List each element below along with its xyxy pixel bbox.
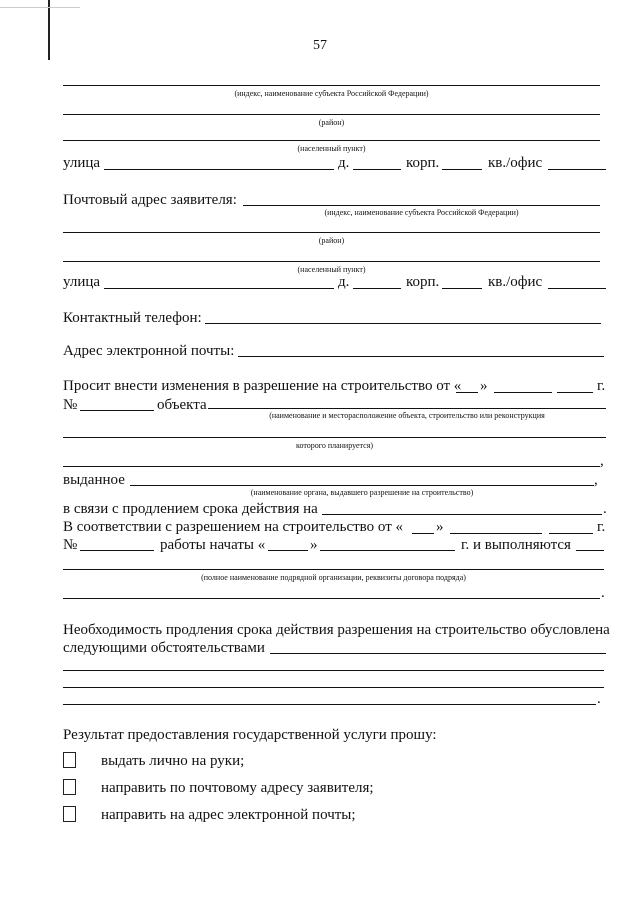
- works-day-field[interactable]: [268, 550, 308, 551]
- necessity-line-c[interactable]: [63, 704, 596, 705]
- caption-postal-district: (район): [318, 236, 345, 245]
- street-label: улица: [63, 155, 101, 171]
- permit-year-field[interactable]: [557, 392, 593, 393]
- result-heading: Результат предоставления государственной услуги прошу:: [63, 727, 437, 743]
- works-started-label: работы начаты «: [160, 537, 266, 553]
- permit-number-field[interactable]: [80, 410, 154, 411]
- period-1: .: [603, 501, 607, 517]
- number-sign-1: №: [63, 397, 78, 413]
- postal-building-field[interactable]: [442, 288, 482, 289]
- caption-index-subject: (индекс, наименование субъекта Российской Федерации): [234, 89, 429, 98]
- period-3: .: [597, 691, 601, 707]
- object-continuation-line[interactable]: [63, 437, 606, 438]
- postal-house-field[interactable]: [353, 288, 401, 289]
- caption-object-desc-2: которого планируется): [295, 441, 374, 450]
- necessity-line-2: следующими обстоятельствами: [63, 640, 265, 656]
- house-field[interactable]: [353, 169, 401, 170]
- object-field[interactable]: [208, 408, 606, 409]
- option-email-checkbox[interactable]: [63, 806, 76, 822]
- caption-postal-index-subject: (индекс, наименование субъекта Российской Федерации): [324, 208, 519, 217]
- phone-field[interactable]: [205, 323, 601, 324]
- caption-postal-locality: (населенный пункт): [297, 265, 366, 274]
- issuer-field[interactable]: [130, 485, 594, 486]
- postal-building-label: корп.: [406, 274, 440, 290]
- quote-close-2: »: [436, 519, 444, 535]
- comma-2: ,: [594, 472, 598, 488]
- performed-label: г. и выполняются: [461, 537, 571, 553]
- page-number: 57: [313, 38, 327, 53]
- caption-contractor: (полное наименование подрядной организации, реквизиты договора подряда): [201, 573, 466, 582]
- house-label: д.: [338, 155, 350, 171]
- building-field[interactable]: [442, 169, 482, 170]
- email-field[interactable]: [238, 356, 604, 357]
- scan-edge-line: [0, 7, 80, 8]
- postal-district-line[interactable]: [63, 232, 600, 233]
- email-label: Адрес электронной почты:: [63, 343, 235, 359]
- phone-label: Контактный телефон:: [63, 310, 202, 326]
- request-line-1: Просит внести изменения в разрешение на строительство от «: [63, 378, 462, 394]
- caption-object-desc: (наименование и месторасположение объекта, строительство или реконструкция: [269, 411, 545, 420]
- address-district-line[interactable]: [63, 114, 600, 115]
- postal-house-label: д.: [338, 274, 350, 290]
- permit-day-field[interactable]: [456, 392, 478, 393]
- contractor-line-2[interactable]: [63, 598, 600, 599]
- necessity-line-1: Необходимость продления срока действия разрешения на строительство обусловлена: [63, 622, 610, 638]
- necessity-line-a[interactable]: [63, 670, 604, 671]
- option-postal-label: направить по почтовому адресу заявителя;: [101, 780, 374, 796]
- object-label: объекта: [157, 397, 207, 413]
- works-month-field[interactable]: [320, 550, 455, 551]
- year-suffix-2: г.: [597, 519, 606, 535]
- accordance-month-field[interactable]: [450, 533, 542, 534]
- postal-street-label: улица: [63, 274, 101, 290]
- postal-subject-field[interactable]: [243, 205, 600, 206]
- contractor-line[interactable]: [63, 569, 604, 570]
- comma-1: ,: [600, 453, 604, 469]
- postal-flat-label: кв./офис: [488, 274, 543, 290]
- address-subject-line[interactable]: [63, 85, 600, 86]
- caption-locality: (населенный пункт): [297, 144, 366, 153]
- address-locality-line[interactable]: [63, 140, 600, 141]
- accordance-year-field[interactable]: [549, 533, 593, 534]
- option-email-label: направить на адрес электронной почты;: [101, 807, 356, 823]
- quote-close-3: »: [310, 537, 318, 553]
- option-postal-checkbox[interactable]: [63, 779, 76, 795]
- caption-district: (район): [318, 118, 345, 127]
- flat-label: кв./офис: [488, 155, 543, 171]
- extension-label: в связи с продлением срока действия на: [63, 501, 318, 517]
- building-label: корп.: [406, 155, 440, 171]
- quote-close-1: »: [480, 378, 488, 394]
- accordance-line: В соответствии с разрешением на строительство от «: [63, 519, 404, 535]
- necessity-field[interactable]: [270, 653, 606, 654]
- option-in-person-checkbox[interactable]: [63, 752, 76, 768]
- option-in-person-label: выдать лично на руки;: [101, 753, 245, 769]
- postal-address-label: Почтовый адрес заявителя:: [63, 192, 237, 208]
- issued-label: выданное: [63, 472, 125, 488]
- object-extra-line[interactable]: [63, 466, 600, 467]
- caption-issuer: (наименование органа, выдавшего разрешение на строительство): [250, 488, 474, 497]
- postal-street-field[interactable]: [104, 288, 334, 289]
- extension-field[interactable]: [322, 514, 602, 515]
- performed-field[interactable]: [576, 550, 604, 551]
- postal-locality-line[interactable]: [63, 261, 600, 262]
- permit-month-field[interactable]: [494, 392, 552, 393]
- number-sign-2: №: [63, 537, 78, 553]
- necessity-line-b[interactable]: [63, 687, 604, 688]
- year-suffix-1: г.: [597, 378, 606, 394]
- flat-field[interactable]: [548, 169, 606, 170]
- accordance-number-field[interactable]: [80, 550, 154, 551]
- postal-flat-field[interactable]: [548, 288, 606, 289]
- accordance-day-field[interactable]: [412, 533, 434, 534]
- street-field[interactable]: [104, 169, 334, 170]
- period-2: .: [601, 585, 605, 601]
